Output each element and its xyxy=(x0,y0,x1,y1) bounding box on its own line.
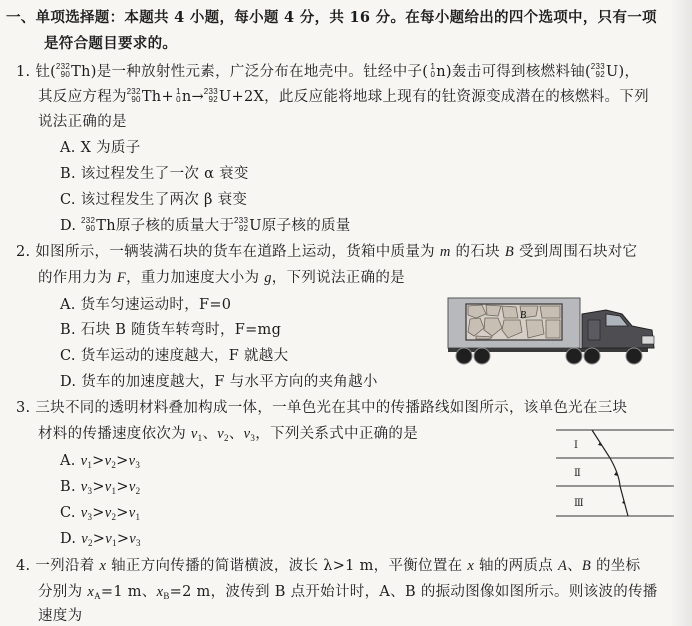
slab-label-1: Ⅰ xyxy=(574,440,578,451)
q2-line-2: 的作用力为 F，重力加速度大小为 g，下列说法正确的是 xyxy=(38,270,405,286)
truck-figure xyxy=(446,296,664,368)
front-grille xyxy=(642,336,654,344)
q3-option-a: A. $v_1>v_2>v_3$ xyxy=(60,453,141,470)
q4-line-1: 4. 一列沿着 x 轴正方向传播的简谐横波，波长 λ>1 m，平衡位置在 x 轴的两质点 A、B 的坐标 xyxy=(16,558,641,574)
q2-line-1: 2. 如图所示，一辆装满石块的货车在道路上运动，货箱中质量为 m 的石块 B 受到周围石块对它 xyxy=(16,244,638,260)
q4-line-3: 速度为 xyxy=(38,608,83,624)
q3-line-1: 3. 三块不同的透明材料叠加构成一体，一单色光在其中的传播路线如图所示，该单色光在三块 xyxy=(16,400,628,416)
slab-figure xyxy=(556,424,676,524)
q3-option-b: B. $v_3>v_1>v_2$ xyxy=(60,479,141,496)
section-heading-cont: 是符合题目要求的。 xyxy=(44,35,178,52)
q1-option-c: C. 该过程发生了两次 β 衰变 xyxy=(60,192,248,208)
q2-option-a: A. 货车匀速运动时，F=0 xyxy=(60,297,232,313)
q2-option-b: B. 石块 B 随货车转弯时，F=mg xyxy=(60,322,282,338)
q2-option-d: D. 货车的加速度越大，F 与水平方向的夹角越小 xyxy=(60,374,378,390)
neutron-prefix: 1 0 xyxy=(430,62,436,79)
slab-label-2: Ⅱ xyxy=(574,468,581,479)
th-nuclide-prefix: 232 90 xyxy=(55,62,71,79)
q1-line-1: 1. 钍( 232 90 Th)是一种放射性元素，广泛分布在地壳中。钍经中子( 1 0 n)轰击可得到核燃料铀( 233 92 U)， xyxy=(16,62,640,80)
q1-line-3: 说法正确的是 xyxy=(38,114,127,130)
reaction-arrow: → xyxy=(191,89,204,105)
u-nuclide-prefix: 233 92 xyxy=(590,62,606,79)
q1-option-b: B. 该过程发生了一次 α 衰变 xyxy=(60,166,249,182)
q1-option-a: A. X 为质子 xyxy=(60,140,141,156)
q1-option-d: D. 232 90 Th原子核的质量大于 233 92 U原子核的质量 xyxy=(60,216,351,234)
section-heading: 一、单项选择题：本题共 4 小题，每小题 4 分，共 16 分。在每小题给出的四个选项中，只有一项 xyxy=(6,9,657,26)
q3-option-d: D. $v_2>v_1>v_3$ xyxy=(60,531,141,548)
page-edge-shadow xyxy=(670,0,692,626)
q4-line-2: 分别为 $x_A=1$ m、$x_B=2$ m，波传到 B 点开始计时，A、B 的振动图像如图所示。则该波的传播 xyxy=(38,584,658,601)
slab-label-3: Ⅲ xyxy=(574,498,584,509)
q3-line-2: 材料的传播速度依次为 $v_1$、$v_2$、$v_3$，下列关系式中正确的是 xyxy=(38,426,419,443)
q1-line-2: 其反应方程为 232 90 Th+ 1 0 n→ 233 92 U+2X，此反应能将地球上现有的钍资源变成潜在的核燃料。下列 xyxy=(38,87,649,105)
rock-b-label: B xyxy=(520,310,527,321)
q3-option-c: C. $v_3>v_2>v_1$ xyxy=(60,505,141,522)
q2-option-c: C. 货车运动的速度越大，F 就越大 xyxy=(60,348,289,364)
